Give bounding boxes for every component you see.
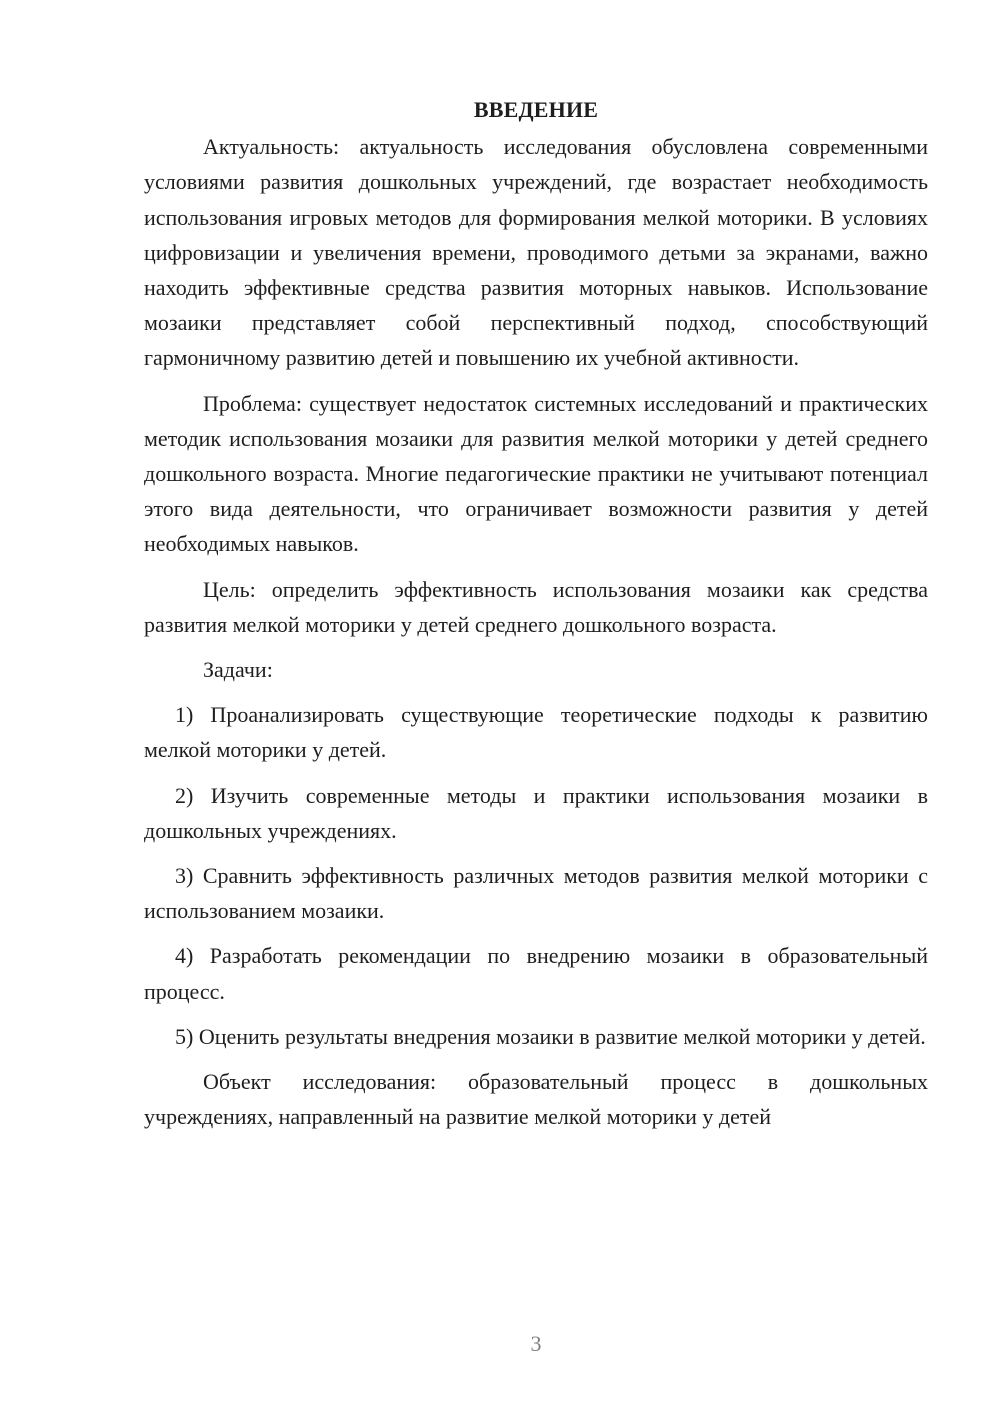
task-item-2: 2) Изучить современные методы и практики использования мозаики в дошкольных учреждениях. xyxy=(144,782,928,843)
page-body xyxy=(144,92,928,1134)
tasks-list xyxy=(144,697,928,1054)
task-item-5: 5) Оценить результаты внедрения мозаики в развитие мелкой моторики у детей. xyxy=(175,1023,926,1049)
task-item-1: 1) Проанализировать существующие теоретические подходы к развитию мелкой моторики у детей. xyxy=(144,702,928,763)
paragraph-problem: Проблема: существует недостаток системных исследований и практических методик использования мозаики для развития мелкой моторики у детей среднего дошкольного возраста. Многие педагогические практики не учитывают потенциал этого вида деятельности, что ограничивает возможности развития у детей необходимых навыков. xyxy=(144,390,928,557)
section-heading: ВВЕДЕНИЕ xyxy=(473,97,599,122)
paragraph-relevance: Актуальность: актуальность исследования обусловлена современными условиями развития дошкольных учреждений, где возрастает необходимость использования игровых методов для формирования мелкой моторики. В условиях цифровизации и увеличения времени, проводимого детьми за экранами, важно находить эффективные средства развития моторных навыков. Использование мозаики представляет собой перспективный подход, способствующий гармоничному развитию детей и повышению их учебной активности. xyxy=(144,134,928,371)
task-item-4: 4) Разработать рекомендации по внедрению мозаики в образовательный процесс. xyxy=(144,943,928,1004)
paragraph-object: Объект исследования: образовательный процесс в дошкольных учреждениях, направленный на развитие мелкой моторики у детей xyxy=(144,1069,928,1130)
page-number: 3 xyxy=(530,1331,542,1356)
paragraph-goal: Цель: определить эффективность использования мозаики как средства развития мелкой моторики у детей среднего дошкольного возраста. xyxy=(144,576,928,637)
task-item-3: 3) Сравнить эффективность различных методов развития мелкой моторики с использованием мозаики. xyxy=(144,863,928,924)
tasks-label: Задачи: xyxy=(203,657,273,683)
